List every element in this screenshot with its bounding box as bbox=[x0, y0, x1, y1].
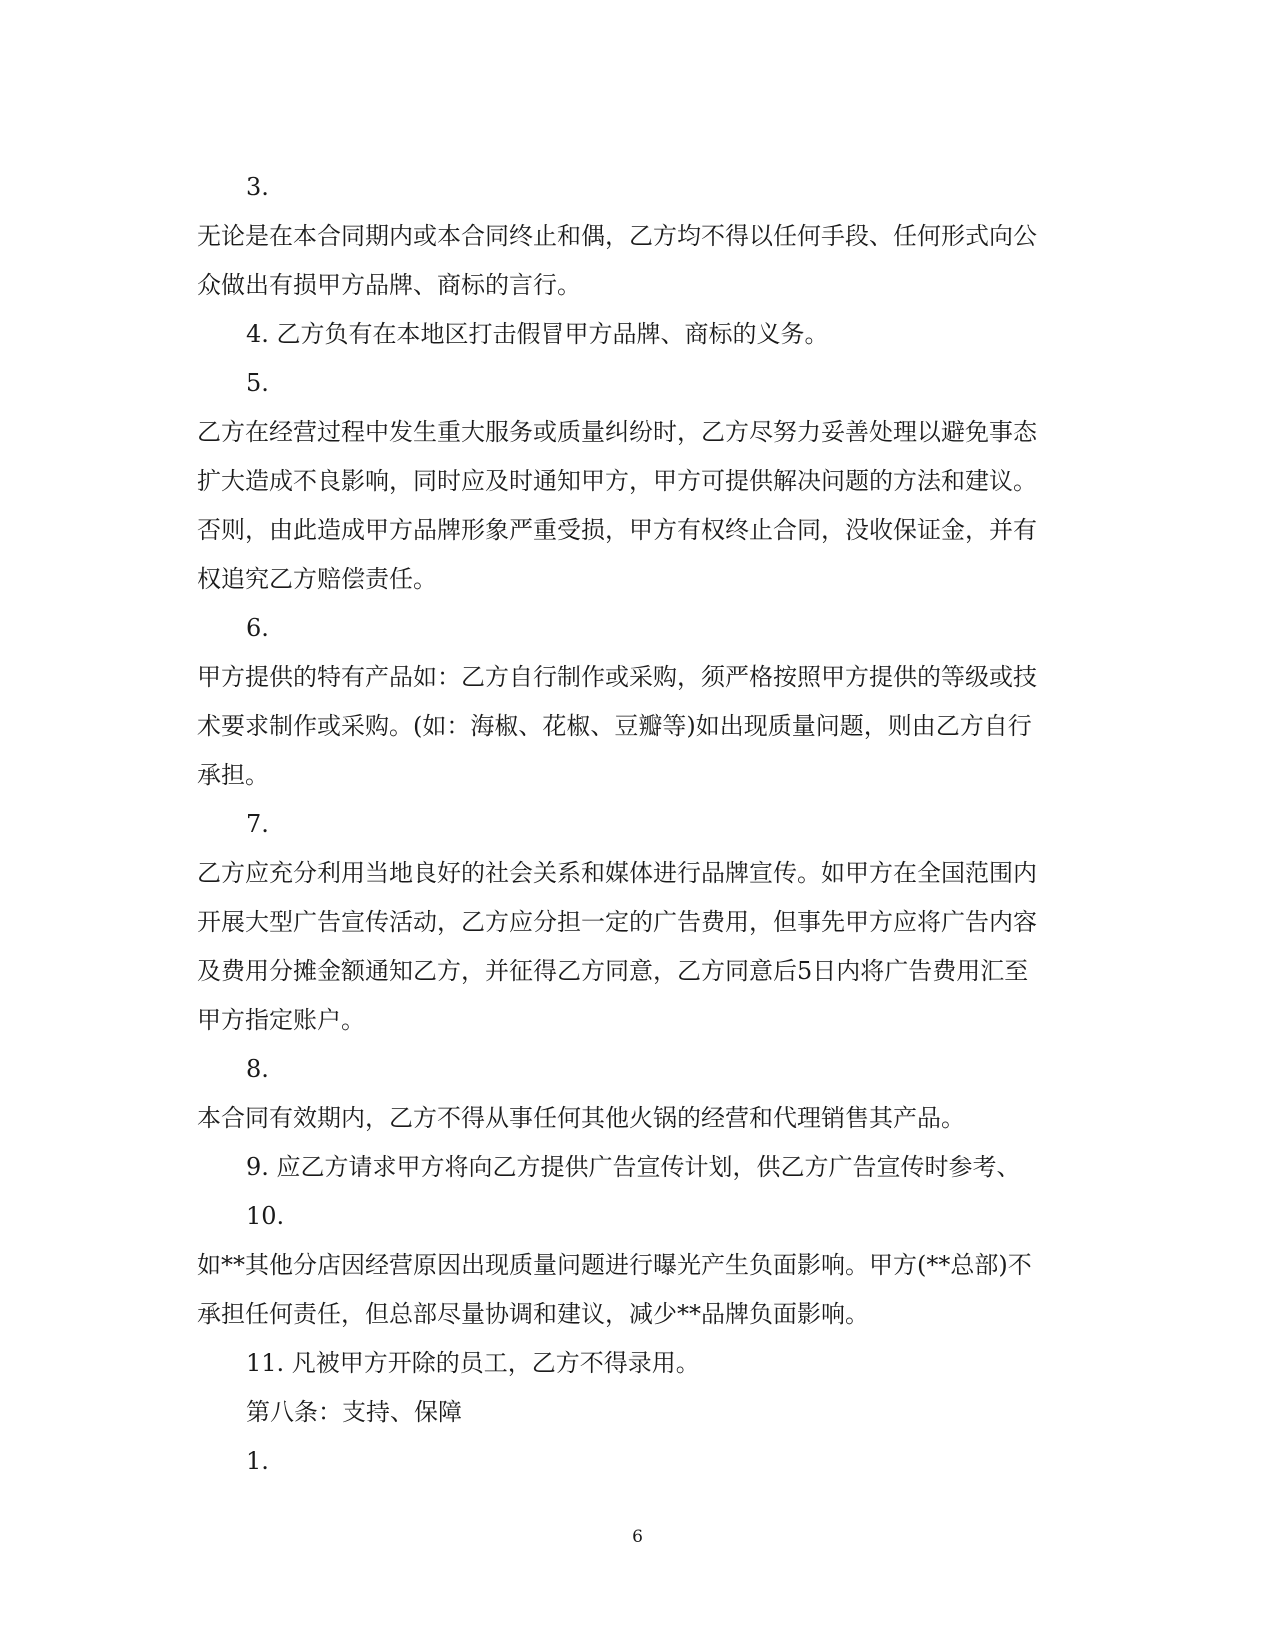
text-line: 术要求制作或采购。(如：海椒、花椒、豆瓣等)如出现质量问题，则由乙方自行 bbox=[197, 712, 1032, 740]
text-line: 6. bbox=[246, 614, 269, 642]
text-line: 乙方在经营过程中发生重大服务或质量纠纷时，乙方尽努力妥善处理以避免事态 bbox=[197, 418, 1037, 446]
text-line: 权追究乙方赔偿责任。 bbox=[197, 565, 437, 593]
text-line: 扩大造成不良影响，同时应及时通知甲方，甲方可提供解决问题的方法和建议。 bbox=[197, 467, 1037, 495]
text-line: 甲方提供的特有产品如：乙方自行制作或采购，须严格按照甲方提供的等级或技 bbox=[197, 663, 1037, 691]
text-line: 承担。 bbox=[197, 761, 269, 789]
text-line: 7. bbox=[246, 810, 269, 838]
text-line: 本合同有效期内，乙方不得从事任何其他火锅的经营和代理销售其产品。 bbox=[197, 1104, 965, 1132]
text-line: 无论是在本合同期内或本合同终止和偶，乙方均不得以任何手段、任何形式向公 bbox=[197, 222, 1037, 250]
document-body bbox=[197, 163, 1087, 1486]
page-number: 6 bbox=[632, 1527, 643, 1547]
text-line: 开展大型广告宣传活动，乙方应分担一定的广告费用，但事先甲方应将广告内容 bbox=[197, 908, 1037, 936]
text-line: 4. 乙方负有在本地区打击假冒甲方品牌、商标的义务。 bbox=[246, 320, 829, 348]
text-line: 乙方应充分利用当地良好的社会关系和媒体进行品牌宣传。如甲方在全国范围内 bbox=[197, 859, 1037, 887]
text-line: 10. bbox=[246, 1202, 285, 1230]
text-line: 如**其他分店因经营原因出现质量问题进行曝光产生负面影响。甲方(**总部)不 bbox=[197, 1251, 1032, 1279]
text-line: 甲方指定账户。 bbox=[197, 1006, 365, 1034]
text-line: 3. bbox=[246, 173, 269, 201]
text-line: 否则，由此造成甲方品牌形象严重受损，甲方有权终止合同，没收保证金，并有 bbox=[197, 516, 1037, 544]
text-line: 第八条：支持、保障 bbox=[246, 1398, 462, 1426]
text-line: 1. bbox=[246, 1447, 269, 1475]
text-line: 5. bbox=[246, 369, 269, 397]
text-line: 8. bbox=[246, 1055, 269, 1083]
text-line: 承担任何责任，但总部尽量协调和建议，减少**品牌负面影响。 bbox=[197, 1300, 869, 1328]
text-line: 众做出有损甲方品牌、商标的言行。 bbox=[197, 271, 581, 299]
text-line: 11. 凡被甲方开除的员工，乙方不得录用。 bbox=[246, 1349, 700, 1377]
text-line: 及费用分摊金额通知乙方，并征得乙方同意，乙方同意后5日内将广告费用汇至 bbox=[197, 957, 1029, 985]
text-line: 9. 应乙方请求甲方将向乙方提供广告宣传计划，供乙方广告宣传时参考、 bbox=[246, 1153, 1021, 1181]
